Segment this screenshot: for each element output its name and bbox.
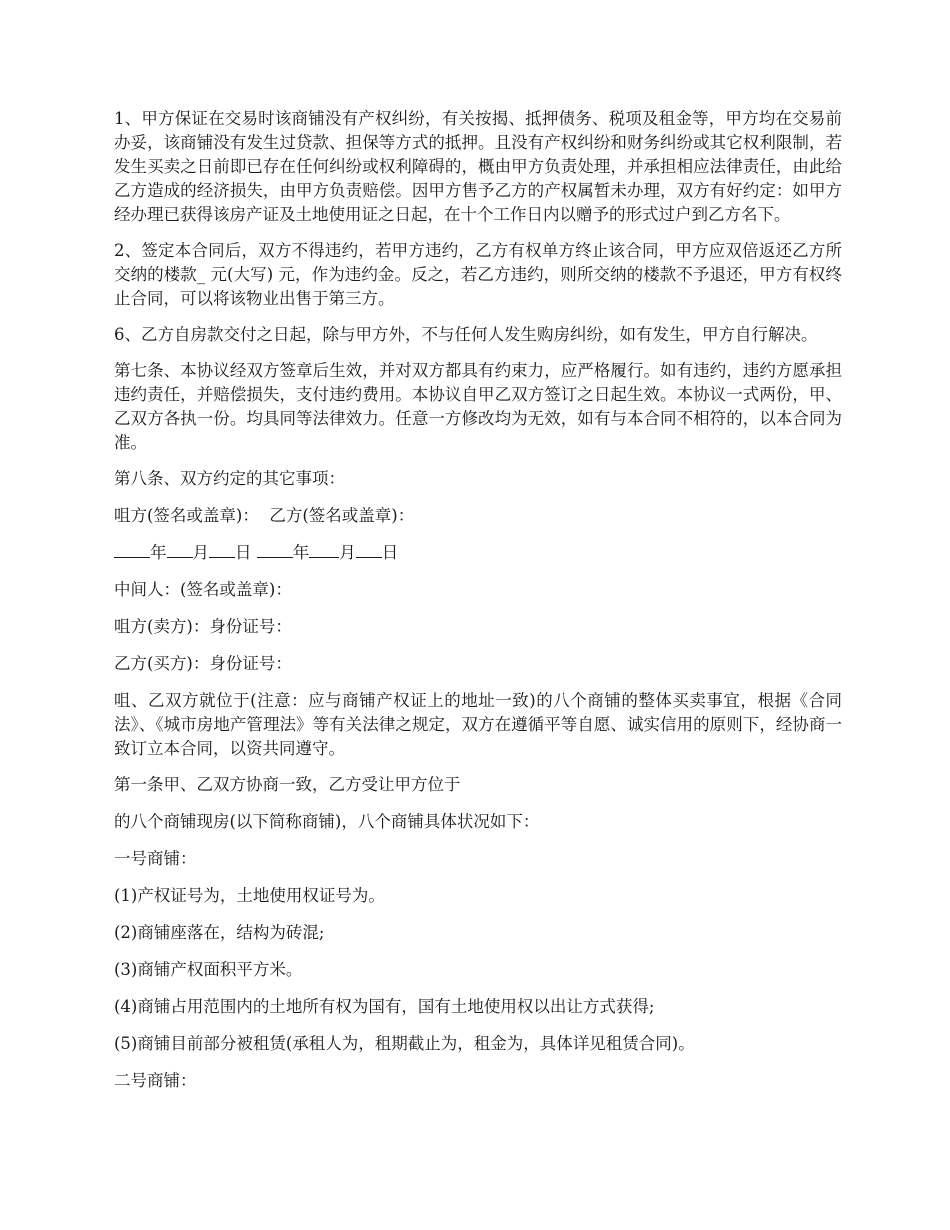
day-blank bbox=[209, 541, 235, 558]
year-blank bbox=[114, 541, 150, 558]
month-label-2: 月 bbox=[339, 543, 356, 562]
shop-1-item-2: (2)商铺座落在，结构为砖混; bbox=[114, 923, 325, 942]
shop-1-item-1: (1)产权证号为，土地使用权证号为。 bbox=[114, 886, 385, 905]
year-label: 年 bbox=[150, 543, 167, 562]
signature-line-parties: 咀方(签名或盖章)： 乙方(签名或盖章)： bbox=[114, 506, 415, 525]
month-blank-2 bbox=[309, 541, 339, 558]
day-label-2: 日 bbox=[381, 543, 399, 562]
shop-1-heading: 一号商铺： bbox=[114, 849, 197, 868]
article-1-shops-description: 的八个商铺现房(以下简称商铺)，八个商铺具体状况如下： bbox=[114, 812, 540, 831]
clause-6-disputes: 6、乙方自房款交付之日起，除与甲方外，不与任何人发生购房纠纷，如有发生，甲方自行解决。 bbox=[114, 325, 818, 344]
day-label: 日 bbox=[235, 543, 252, 562]
shop-1-item-4: (4)商铺占用范围内的土地所有权为国有，国有土地使用权以出让方式获得; bbox=[114, 997, 655, 1016]
seller-id-line: 咀方(卖方)：身份证号： bbox=[114, 617, 292, 636]
year-label-2: 年 bbox=[292, 543, 310, 562]
clause-2-breach-terms: 2、签定本合同后，双方不得违约，若甲方违约，乙方有权单方终止该合同，甲方应双倍返还乙方所交纳的楼款_ 元(大写) 元，作为违约金。反之，若乙方违约，则所交纳的楼款不予退还，甲方有权终止合同，可以将该物业出售于第三方。 bbox=[114, 241, 842, 308]
article-8-other-matters: 第八条、双方约定的其它事项： bbox=[114, 469, 345, 488]
shop-1-item-3: (3)商铺产权面积平方米。 bbox=[114, 960, 303, 979]
month-label: 月 bbox=[192, 543, 209, 562]
article-1-intro: 第一条甲、乙双方协商一致，乙方受让甲方位于 bbox=[114, 775, 461, 794]
clause-1-seller-guarantee: 1、甲方保证在交易时该商铺没有产权纠纷，有关按揭、抵押债务、税项及租金等，甲方均在交易前办妥，该商铺没有发生过贷款、担保等方式的抵押。且没有产权纠纷和财务纠纷或其它权利限制，若发生买卖之日前即已存在任何纠纷或权利障碍的，概由甲方负责处理，并承担相应法律责任，由此给乙方造成的经济损失，由甲方负责赔偿。因甲方售予乙方的产权属暂未办理，双方有好约定：如甲方经办理已获得该房产证及土地使用证之日起，在十个工作日内以赠予的形式过户到乙方名下。 bbox=[114, 109, 842, 224]
month-blank bbox=[167, 541, 193, 558]
signature-date-line bbox=[114, 541, 842, 565]
article-7-effectiveness: 第七条、本协议经双方签章后生效，并对双方都具有约束力，应严格履行。如有违约，违约方愿承担违约责任，并赔偿损失，支付违约费用。本协议自甲乙双方签订之日起生效。本协议一式两份，甲、乙双方各执一份。均具同等法律效力。任意一方修改均为无效，如有与本合同不相符的，以本合同为准。 bbox=[114, 361, 842, 452]
intermediary-signature: 中间人：(签名或盖章)： bbox=[114, 580, 292, 599]
shop-1-item-5: (5)商铺目前部分被租赁(承租人为，租期截止为，租金为，具体详见租赁合同)。 bbox=[114, 1034, 695, 1053]
buyer-id-line: 乙方(买方)：身份证号： bbox=[114, 654, 292, 673]
year-blank-2 bbox=[257, 541, 293, 558]
contract-preamble: 咀、乙双方就位于(注意：应与商铺产权证上的地址一致)的八个商铺的整体买卖事宜，根据《合同法》、《城市房地产管理法》等有关法律之规定，双方在遵循平等自愿、诚实信用的原则下，经协商一致订立本合同，以资共同遵守。 bbox=[114, 691, 842, 758]
contract-document bbox=[114, 107, 842, 1106]
day-blank-2 bbox=[356, 541, 382, 558]
shop-2-heading: 二号商铺： bbox=[114, 1071, 197, 1090]
